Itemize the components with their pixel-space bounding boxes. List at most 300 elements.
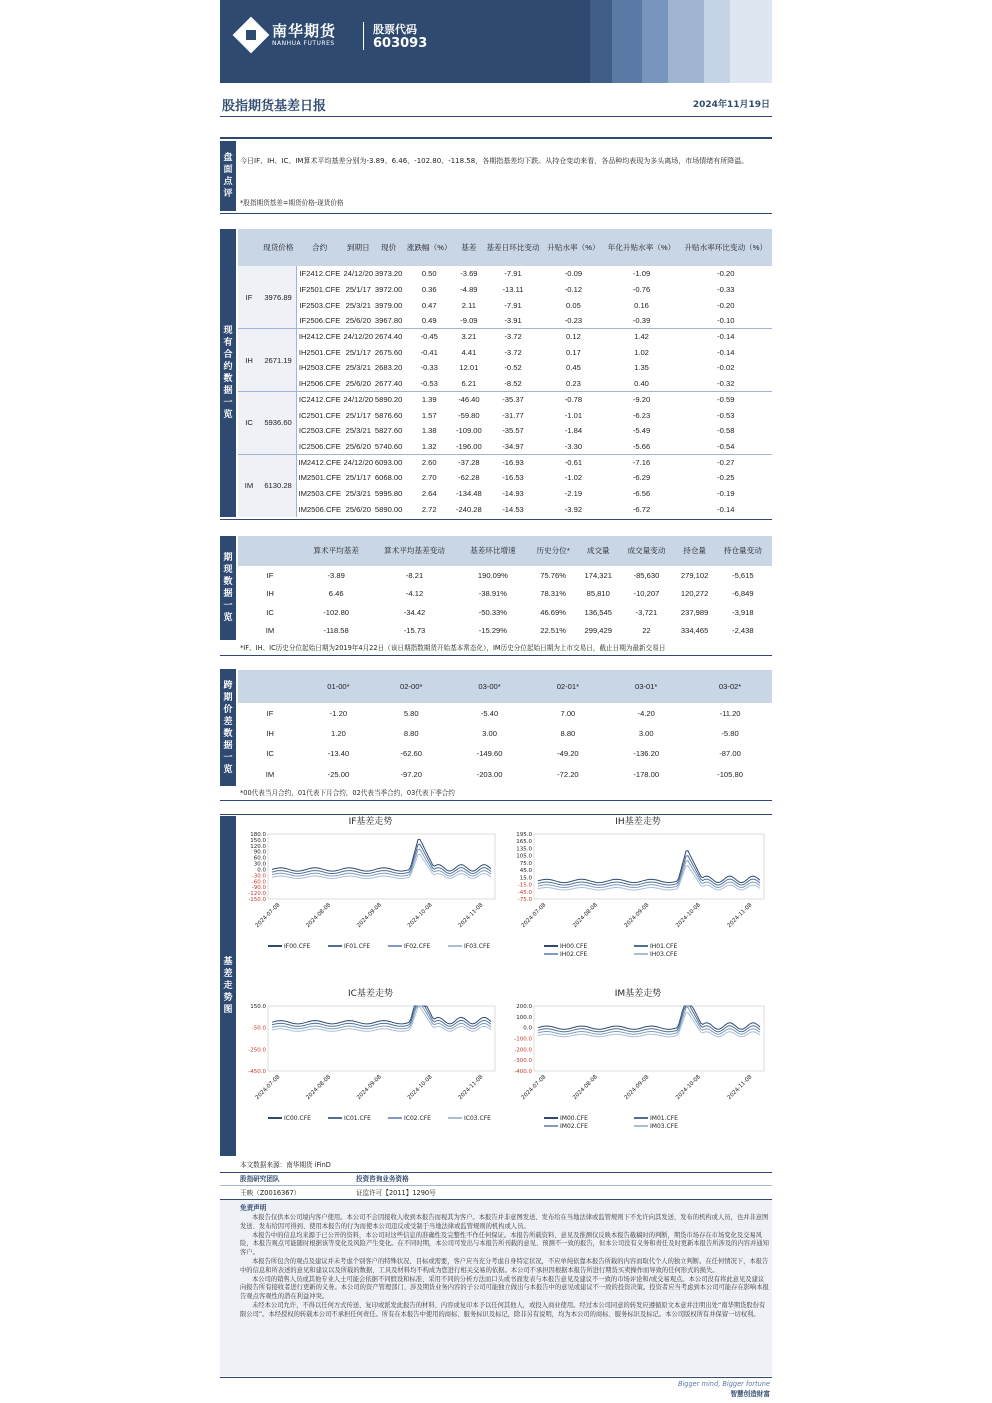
table-cell: -34.42 — [403, 607, 426, 617]
y-tick-label: -100.0 — [514, 1036, 532, 1043]
table-cell: -5,615 — [732, 570, 754, 580]
contracts-side-char: 有 — [223, 338, 233, 348]
table-cell: -0.12 — [564, 285, 583, 295]
table-cell: 3972.00 — [374, 285, 403, 295]
x-tick-label: 2024-10-08 — [675, 902, 702, 930]
table-cell: -240.28 — [455, 504, 482, 514]
commentary-side-char: 盘 — [223, 153, 233, 163]
spread-side-label — [220, 669, 236, 786]
table-cell: -4.89 — [460, 285, 478, 295]
table-row — [238, 344, 772, 360]
contracts-col-header: 升贴水率环比变动（%） — [680, 229, 772, 266]
table-row — [238, 622, 772, 641]
table-cell: IM2412.CFE — [298, 457, 342, 467]
table-cell: -9.20 — [632, 395, 651, 405]
contracts-side-char: 约 — [223, 362, 233, 372]
table-cell: -0.53 — [717, 410, 735, 420]
table-cell: 299,429 — [584, 626, 612, 636]
y-tick-label: 200.0 — [516, 1004, 532, 1010]
table-cell: 1.38 — [421, 426, 437, 436]
table-cell: -1.02 — [564, 473, 583, 483]
summary-side-char: 览 — [223, 613, 233, 623]
contracts-side-char: 览 — [223, 410, 233, 420]
table-cell: 7.00 — [560, 708, 576, 718]
legend-label: IH02.CFE — [560, 951, 588, 958]
table-cell: 25/3/21 — [345, 300, 371, 310]
summary-col-header: 持仓量 — [676, 536, 714, 566]
table-cell: 4.41 — [461, 347, 477, 357]
table-cell: 25/1/17 — [345, 285, 371, 295]
table-cell: -136.20 — [633, 749, 660, 759]
table-cell: -0.02 — [717, 363, 735, 373]
table-cell: 24/12/20 — [343, 269, 374, 279]
report-header — [220, 0, 772, 83]
commentary-note: *股指期货基差=期货价格-现货价格 — [240, 199, 344, 207]
summary-side-char: 一 — [223, 601, 233, 611]
table-cell: 5890.20 — [374, 395, 403, 405]
table-row — [238, 703, 772, 723]
table-cell: -0.27 — [717, 457, 735, 467]
commentary-side-char: 评 — [223, 189, 233, 199]
summary-table — [238, 536, 772, 640]
table-row — [238, 585, 772, 604]
table-cell: 0.40 — [634, 378, 649, 388]
table-cell: IH2501.CFE — [298, 347, 341, 357]
table-cell: 2.60 — [421, 457, 437, 467]
product-name: IC — [238, 392, 260, 455]
series-line — [538, 1006, 760, 1029]
y-tick-label: 15.0 — [519, 875, 532, 882]
table-cell: 0.17 — [566, 347, 581, 357]
table-cell: IH2412.CFE — [298, 332, 341, 342]
contracts-side-label — [220, 229, 236, 517]
team-heading: 股指研究团队 — [240, 1175, 280, 1183]
brand-name: 南华期货 — [272, 22, 337, 40]
y-tick-label: 150.0 — [250, 837, 266, 844]
table-cell: IH2506.CFE — [298, 378, 341, 388]
table-cell: 24/12/20 — [343, 457, 374, 467]
legend-label: IM03.CFE — [650, 1123, 678, 1130]
table-cell: -46.40 — [458, 395, 480, 405]
x-tick-label: 2024-08-08 — [572, 1074, 599, 1102]
table-cell: -0.19 — [717, 488, 735, 498]
y-tick-label: 0.0 — [523, 1025, 532, 1032]
table-cell: 0.45 — [566, 363, 581, 373]
table-cell: 24/12/20 — [343, 332, 374, 342]
table-cell: 22.51% — [540, 626, 566, 636]
legend-label: IC02.CFE — [404, 1115, 431, 1122]
table-row — [238, 423, 772, 439]
summary-col-header: 成交量 — [579, 536, 617, 566]
ic-basis-chart — [238, 986, 503, 1136]
table-cell: -1.09 — [632, 269, 651, 279]
table-cell: 25/6/20 — [345, 378, 371, 388]
table-cell: 5890.00 — [374, 504, 403, 514]
legend-label: IC01.CFE — [344, 1115, 371, 1122]
spread-side-char: 期 — [223, 692, 233, 703]
x-tick-label: 2024-11-08 — [457, 902, 485, 930]
spread-side-char: 一 — [223, 752, 233, 763]
disclaimer-title: 免责声明 — [240, 1204, 267, 1212]
table-cell: 25/1/17 — [345, 410, 371, 420]
table-cell: -97.20 — [400, 769, 423, 779]
table-cell: 1.42 — [634, 332, 649, 342]
table-cell: 25/6/20 — [345, 504, 371, 514]
table-row — [238, 603, 772, 622]
table-cell: -25.00 — [327, 769, 350, 779]
y-tick-label: 180.0 — [250, 832, 266, 838]
spread-side-char: 差 — [223, 716, 233, 727]
summary-note: *IF、IH、IC历史分位起始日期为2019年4月22日（该日期指数期货开始基本常态化），IM历史分位起始日期为上市交易日，截止日期为最新交易日 — [240, 644, 666, 652]
summary-side-char: 现 — [223, 565, 233, 575]
table-cell: -5.40 — [480, 708, 499, 718]
table-cell: 22 — [642, 626, 651, 636]
summary-col-header: 持仓量变动 — [714, 536, 772, 566]
series-line — [272, 1006, 491, 1026]
x-tick-label: 2024-08-08 — [572, 902, 599, 930]
table-cell: -5.49 — [632, 426, 651, 436]
summary-side-char: 期 — [223, 553, 233, 563]
y-tick-label: -450.0 — [248, 1069, 266, 1075]
chart-title: IC基差走势 — [348, 989, 393, 999]
y-tick-label: -60.0 — [251, 879, 266, 886]
table-cell: -15.29% — [478, 626, 508, 636]
table-cell: 0.47 — [421, 300, 437, 310]
table-cell: 1.57 — [421, 410, 437, 420]
legend-label: IM00.CFE — [560, 1115, 588, 1122]
table-cell: -6.23 — [632, 410, 651, 420]
table-cell: -105.80 — [717, 769, 743, 779]
table-cell: -1.20 — [329, 708, 348, 718]
spread-side-char: 据 — [223, 740, 233, 751]
report-date: 2024年11月19日 — [692, 100, 770, 110]
contracts-side-char: 据 — [223, 386, 233, 396]
table-cell: -34.97 — [502, 441, 524, 451]
table-cell: IF — [266, 708, 274, 718]
spread-header-row — [238, 670, 772, 703]
contracts-col-header: 基差 — [455, 229, 482, 266]
table-cell: IF2503.CFE — [299, 300, 341, 310]
table-cell: 334,465 — [680, 626, 709, 636]
spread-col-header: 02-01* — [531, 670, 604, 703]
table-cell: -196.00 — [455, 441, 482, 451]
table-cell: -0.54 — [717, 441, 735, 451]
charts-side-char: 图 — [223, 1005, 233, 1015]
summary-col-header: 算术平均基差变动 — [370, 536, 458, 566]
y-tick-label: -45.0 — [517, 889, 532, 896]
table-cell: -7.91 — [504, 300, 522, 310]
y-tick-label: 30.0 — [253, 861, 266, 868]
table-cell: -16.53 — [502, 473, 524, 483]
summary-side-char: 据 — [223, 589, 233, 599]
x-tick-label: 2024-09-08 — [356, 902, 383, 930]
table-cell: IF2506.CFE — [299, 316, 341, 326]
spread-col-header: 03-01* — [604, 670, 688, 703]
legend-label: IC00.CFE — [284, 1115, 311, 1122]
table-cell: -6.56 — [632, 488, 651, 498]
contracts-header-row — [238, 229, 772, 266]
table-cell: 25/3/21 — [345, 488, 371, 498]
table-cell: 25/3/21 — [345, 426, 371, 436]
table-cell: -102.80 — [323, 607, 350, 617]
report-page — [220, 0, 772, 1403]
x-tick-label: 2024-07-08 — [254, 1074, 282, 1102]
table-cell: 8.80 — [560, 728, 576, 738]
legend-label: IH00.CFE — [560, 943, 588, 950]
table-cell: 12.01 — [459, 363, 479, 373]
table-cell: -0.33 — [717, 285, 735, 295]
x-tick-label: 2024-07-08 — [520, 1074, 548, 1102]
charts-side-char: 差 — [223, 969, 233, 979]
chart-title: IM基差走势 — [614, 989, 662, 999]
table-cell: 1.39 — [421, 395, 437, 405]
chart-title: IF基差走势 — [348, 817, 393, 827]
table-cell: -5.80 — [721, 728, 739, 738]
product-name: IM — [238, 454, 260, 517]
table-cell: -15.73 — [403, 626, 426, 636]
table-cell: -7.16 — [632, 457, 651, 467]
y-tick-label: -90.0 — [251, 885, 266, 892]
commentary-side-char: 面 — [223, 165, 233, 175]
table-cell: 1.02 — [634, 347, 649, 357]
contracts-col-header: 现价 — [374, 229, 403, 266]
y-tick-label: -75.0 — [517, 897, 532, 903]
contracts-col-header: 基差日环比变动 — [483, 229, 544, 266]
legend-label: IM01.CFE — [650, 1115, 678, 1122]
table-cell: 75.76% — [540, 570, 566, 580]
spot-price: 6130.28 — [260, 454, 297, 517]
summary-header-row — [238, 536, 772, 566]
table-cell: 2.72 — [421, 504, 437, 514]
spread-side-char: 数 — [223, 728, 233, 739]
spread-col-header: 01-00* — [302, 670, 375, 703]
table-cell: 3.00 — [482, 728, 497, 738]
table-cell: -49.20 — [557, 749, 579, 759]
table-cell: IC2501.CFE — [298, 410, 341, 420]
x-tick-label: 2024-11-08 — [726, 1074, 754, 1102]
table-row — [238, 744, 772, 764]
table-cell: -0.53 — [420, 378, 438, 388]
table-cell: -37.28 — [458, 457, 480, 467]
table-cell: 0.23 — [566, 378, 581, 388]
license-heading: 投资咨询业务资格 — [356, 1175, 409, 1183]
table-row — [238, 439, 772, 455]
table-row — [238, 454, 772, 470]
table-cell: IC2506.CFE — [298, 441, 341, 451]
legend-label: IF02.CFE — [404, 943, 431, 950]
analyst-name: 王映（Z0016367） — [240, 1189, 301, 1197]
table-cell: -0.14 — [717, 504, 735, 514]
table-row — [238, 486, 772, 502]
summary-col-header: 基差环比增速 — [459, 536, 527, 566]
summary-col-header: 成交量变动 — [617, 536, 675, 566]
spot-price: 3976.89 — [260, 266, 297, 329]
table-cell: -0.23 — [564, 316, 583, 326]
table-cell: -2,438 — [732, 626, 754, 636]
table-cell: -10,207 — [633, 589, 660, 599]
table-cell: IM — [265, 769, 275, 779]
table-cell: IF — [266, 570, 274, 580]
commentary-side-label — [220, 141, 236, 211]
table-cell: -109.00 — [455, 426, 482, 436]
y-tick-label: -120.0 — [248, 891, 266, 898]
table-cell: 2675.60 — [374, 347, 403, 357]
table-cell: -8.21 — [405, 570, 424, 580]
table-cell: -4.20 — [637, 708, 655, 718]
series-line — [272, 844, 491, 873]
table-cell: 3967.80 — [374, 316, 403, 326]
table-cell: -134.48 — [455, 488, 482, 498]
table-cell: -0.41 — [420, 347, 438, 357]
contracts-col-header: 涨跌幅（%） — [403, 229, 455, 266]
table-cell: 190.09% — [477, 570, 508, 580]
summary-col-header: 算术平均基差 — [302, 536, 370, 566]
table-cell: 1.35 — [634, 363, 649, 373]
table-cell: -0.32 — [717, 378, 735, 388]
table-cell: -3.91 — [504, 316, 522, 326]
table-cell: -3,918 — [732, 607, 754, 617]
charts-side-char: 基 — [223, 957, 233, 967]
charts-side-label — [220, 816, 236, 1156]
disclaimer-paragraph: 本报告仅供本公司境内客户使用。本公司不会因接收人收到本报告而视其为客户。本报告并非意图发送、发布给在当地法律或监管规则下不允许向其发送、发布的机构或人员，也并非意图发送、发布给因可得到、使用本报告的行为而使本公司违反或受制于当地法律或监管规则的机构或人员。 — [240, 1214, 769, 1230]
y-tick-label: 90.0 — [253, 849, 266, 856]
table-cell: 25/6/20 — [345, 316, 371, 326]
table-cell: -16.93 — [502, 457, 524, 467]
summary-side-label — [220, 536, 236, 640]
x-tick-label: 2024-10-08 — [406, 1074, 434, 1102]
brand-name-en: NANHUA FUTURES — [272, 40, 335, 47]
legend-label: IC03.CFE — [464, 1115, 491, 1122]
table-cell: 85,810 — [586, 589, 610, 599]
table-cell: -0.52 — [504, 363, 522, 373]
table-cell: IF2501.CFE — [299, 285, 341, 295]
table-cell: -0.14 — [717, 332, 735, 342]
series-line — [272, 839, 491, 871]
table-row — [238, 282, 772, 298]
table-cell: -0.14 — [717, 347, 735, 357]
disclaimer-paragraph: 本报告中的信息均来源于已公开的资料，本公司对这些信息的准确性及完整性不作任何保证。本报告所载资料、意见及推测仅反映本报告截稿时的判断，期货市场存在市场变化及交易风险，本报告观点可能随时根据该等变化及风险产生变化。在不同时期，本公司可发出与本报告所刊载的意见、预测不一致的报告，但本公司没有义务和责任及时更新本报告所涉及的内容并通知客户。 — [240, 1231, 769, 1257]
commentary-side-char: 点 — [223, 177, 233, 187]
table-cell: IM2503.CFE — [298, 488, 342, 498]
report-title: 股指期货基差日报 — [222, 99, 327, 114]
table-cell: IC2412.CFE — [298, 395, 341, 405]
y-tick-label: 75.0 — [519, 860, 532, 867]
table-cell: IH2503.CFE — [298, 363, 341, 373]
x-tick-label: 2024-11-08 — [457, 1074, 485, 1102]
table-cell: IM2506.CFE — [298, 504, 342, 514]
table-cell: -3.92 — [564, 504, 583, 514]
spread-col-header: 03-00* — [448, 670, 532, 703]
table-row — [238, 392, 772, 408]
table-cell: 3979.00 — [374, 300, 403, 310]
table-cell: 8.80 — [403, 728, 419, 738]
table-cell: -14.93 — [502, 488, 524, 498]
table-cell: -0.59 — [717, 395, 735, 405]
product-name: IH — [238, 329, 260, 392]
ih-basis-chart — [504, 814, 772, 974]
y-tick-label: -150.0 — [248, 897, 266, 903]
table-row — [238, 501, 772, 517]
contracts-col-header: 年化升贴水率（%） — [603, 229, 679, 266]
y-tick-label: -300.0 — [514, 1058, 532, 1065]
table-cell: -31.77 — [502, 410, 524, 420]
table-cell: 120,272 — [680, 589, 709, 599]
disclaimer-paragraph: 未经本公司允许，不得以任何方式传送、复印或派发此报告的材料、内容或复印本予以任何其他人，或投入商业使用。经过本公司同意的转发应遵循原文本意并注明出处“南华期货股份有限公司”。本经授权的转载本公司不承担任何责任。所有在本报告中使用的商标、服务标识及标记，除非另有说明，均为本公司的商标、服务标识及标记。本公司版权所有并保留一切权利。 — [240, 1301, 766, 1318]
table-cell: -0.09 — [564, 269, 583, 279]
table-cell: -0.61 — [564, 457, 583, 467]
table-cell: -4.12 — [405, 589, 424, 599]
table-cell: 237,989 — [680, 607, 709, 617]
contracts-side-char: 一 — [223, 398, 233, 408]
table-cell: -1.01 — [564, 410, 583, 420]
im-basis-chart — [504, 986, 772, 1146]
table-cell: 46.69% — [540, 607, 566, 617]
table-cell: IH — [266, 589, 274, 599]
table-cell: 0.16 — [634, 300, 649, 310]
table-cell: -11.20 — [719, 708, 741, 718]
table-cell: -35.37 — [502, 395, 524, 405]
table-cell: 3973.20 — [374, 269, 403, 279]
table-cell: -118.58 — [323, 626, 349, 636]
table-cell: -8.52 — [504, 378, 522, 388]
contracts-side-char: 现 — [223, 326, 233, 336]
table-cell: IF2412.CFE — [299, 269, 341, 279]
table-cell: -35.57 — [502, 426, 524, 436]
x-tick-label: 2024-08-08 — [305, 1074, 333, 1102]
y-tick-label: 150.0 — [250, 1004, 266, 1010]
contracts-side-char: 合 — [223, 350, 233, 360]
table-row — [238, 329, 772, 345]
table-cell: 5995.80 — [374, 488, 403, 498]
license-number: 证监许可【2011】1290号 — [356, 1189, 436, 1197]
table-cell: -149.60 — [476, 749, 503, 759]
table-cell: 6068.00 — [374, 473, 403, 483]
slogan-en: Bigger mind, Bigger fortune — [677, 1380, 770, 1388]
slogan-cn: 智慧创造财富 — [730, 1390, 770, 1398]
contracts-col-header: 升贴水率（%） — [543, 229, 603, 266]
x-tick-label: 2024-10-08 — [675, 1074, 702, 1102]
product-name: IF — [238, 266, 260, 329]
table-cell: -62.60 — [400, 749, 423, 759]
table-cell: -0.20 — [717, 269, 735, 279]
table-cell: -3.72 — [504, 332, 522, 342]
table-cell: 6.21 — [461, 378, 477, 388]
table-row — [238, 566, 772, 585]
contracts-col-header: 到期日 — [343, 229, 374, 266]
table-cell: -7.91 — [504, 269, 522, 279]
x-tick-label: 2024-09-08 — [623, 902, 651, 930]
table-cell: -59.80 — [458, 410, 480, 420]
table-cell: 5827.60 — [374, 426, 403, 436]
spread-side-char: 价 — [223, 704, 233, 715]
spread-table — [238, 670, 772, 784]
x-tick-label: 2024-07-08 — [520, 902, 548, 930]
table-cell: -38.91% — [478, 589, 508, 599]
y-tick-label: 45.0 — [519, 868, 532, 875]
table-cell: IC2503.CFE — [298, 426, 341, 436]
spread-col-header: 02-00* — [375, 670, 448, 703]
legend-label: IF03.CFE — [464, 943, 491, 950]
series-line — [538, 861, 760, 888]
table-row — [238, 266, 772, 282]
table-cell: 2.70 — [421, 473, 437, 483]
table-cell: 0.12 — [566, 332, 581, 342]
table-cell: -6.72 — [632, 504, 651, 514]
spread-col-header: 03-02* — [688, 670, 772, 703]
summary-col-header: 历史分位* — [527, 536, 579, 566]
table-cell: 5876.60 — [374, 410, 403, 420]
x-tick-label: 2024-10-08 — [406, 902, 434, 930]
